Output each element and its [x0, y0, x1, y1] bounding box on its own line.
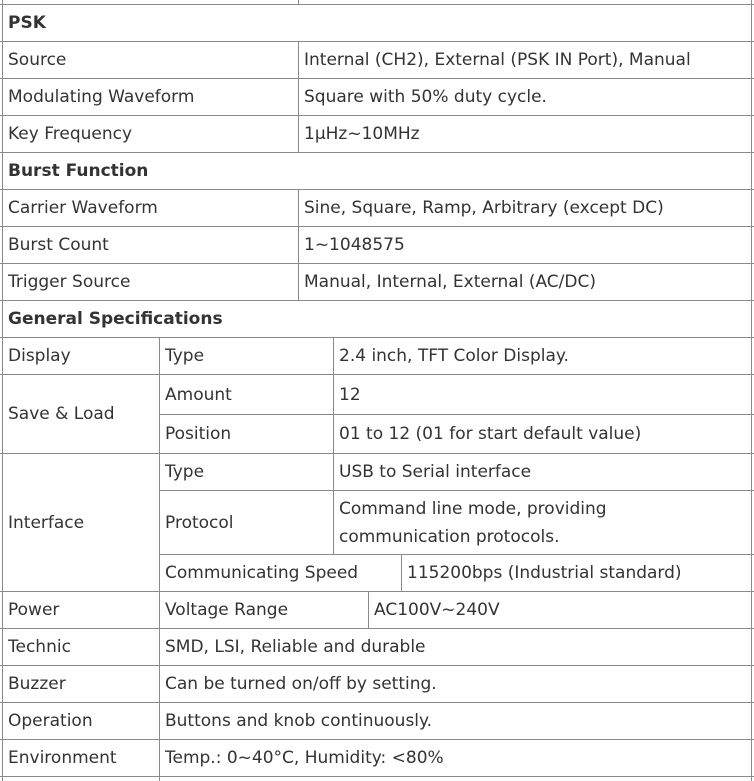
psk-source-label: Source: [8, 50, 67, 70]
burst-count-label: Burst Count: [8, 235, 109, 255]
display-label: Display: [8, 346, 71, 366]
section-header-psk: PSK: [8, 13, 46, 33]
environment-value: Temp.: 0~40°C, Humidity: <80%: [165, 748, 444, 768]
psk-key-frequency-value: 1μHz~10MHz: [304, 124, 420, 144]
save-load-position-value: 01 to 12 (01 for start default value): [339, 424, 642, 444]
burst-count-value: 1~1048575: [304, 235, 405, 255]
interface-speed-value: 115200bps (Industrial standard): [407, 563, 682, 583]
save-load-amount-label: Amount: [165, 384, 232, 405]
burst-carrier-waveform-value: Sine, Square, Ramp, Arbitrary (except DC): [304, 198, 664, 218]
interface-type-value: USB to Serial interface: [339, 462, 532, 482]
power-voltage-range-value: AC100V~240V: [374, 600, 500, 620]
psk-source-value: Internal (CH2), External (PSK IN Port), Manual: [304, 50, 691, 70]
buzzer-label: Buzzer: [8, 674, 66, 694]
burst-trigger-source-value: Manual, Internal, External (AC/DC): [304, 272, 596, 292]
row-divider: [0, 776, 754, 777]
buzzer-value: Can be turned on/off by setting.: [165, 674, 437, 694]
section-header-burst: Burst Function: [8, 161, 149, 181]
burst-carrier-waveform-label: Carrier Waveform: [8, 198, 158, 218]
interface-label: Interface: [8, 512, 85, 533]
burst-trigger-source-label: Trigger Source: [8, 272, 131, 292]
interface-type-label: Type: [165, 462, 205, 482]
psk-modulating-waveform-label: Modulating Waveform: [8, 87, 195, 107]
power-label: Power: [8, 600, 60, 620]
save-load-label: Save & Load: [8, 404, 115, 424]
technic-label: Technic: [8, 637, 71, 657]
psk-key-frequency-label: Key Frequency: [8, 124, 133, 144]
save-load-amount-value: 12: [339, 384, 361, 405]
operation-label: Operation: [8, 711, 93, 731]
display-type-value: 2.4 inch, TFT Color Display.: [339, 346, 569, 366]
operation-value: Buttons and knob continuously.: [165, 711, 433, 731]
technic-value: SMD, LSI, Reliable and durable: [165, 637, 426, 657]
display-type-label: Type: [165, 346, 205, 366]
section-header-general: General Specifications: [8, 309, 223, 329]
interface-protocol-label: Protocol: [165, 512, 234, 533]
power-voltage-range-label: Voltage Range: [165, 600, 289, 620]
interface-speed-label: Communicating Speed: [165, 563, 359, 583]
environment-label: Environment: [8, 748, 117, 768]
interface-protocol-value: Command line mode, providing communication protocols.: [339, 498, 607, 547]
column-divider: [751, 0, 752, 781]
save-load-position-label: Position: [165, 424, 232, 444]
psk-modulating-waveform-value: Square with 50% duty cycle.: [304, 87, 547, 107]
